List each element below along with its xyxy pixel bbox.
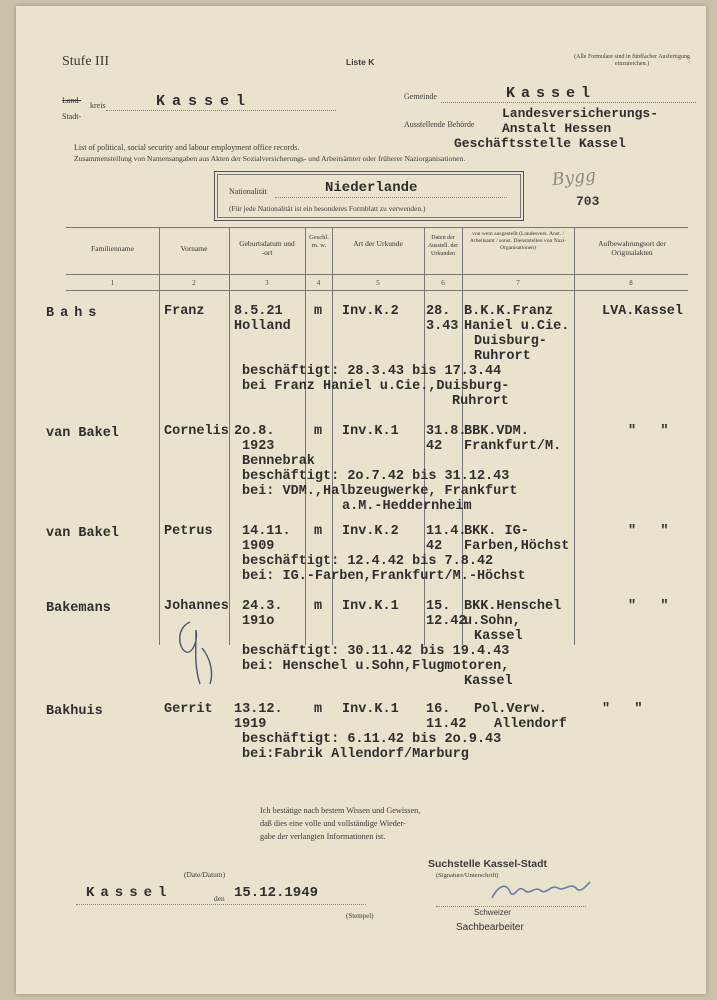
column-number-8: 8 [629, 279, 633, 287]
row1-issuer-4: Ruhrort [474, 349, 531, 364]
row5-doc: Inv.K.1 [342, 702, 399, 717]
row3-date-2: 42 [426, 539, 443, 554]
row1-date-1: 28. [426, 304, 451, 319]
row2-issuer-1: BBK.VDM. [464, 424, 529, 439]
row1-employment-1: beschäftigt: 28.3.43 bis 17.3.44 [242, 364, 502, 379]
row4-birth-2: 191o [242, 614, 275, 629]
date-label: (Date/Datum) [184, 870, 226, 879]
row1-surname: Bahs [46, 306, 103, 321]
row2-employment-1: beschäftigt: 2o.7.42 bis 31.12.43 [242, 469, 510, 484]
col-divider-1 [159, 227, 160, 645]
place-value: Kassel [86, 885, 173, 901]
row2-birth-2: 1923 [242, 439, 275, 454]
handwritten-signature-icon [486, 874, 596, 908]
row3-surname: van Bakel [46, 526, 119, 541]
gemeinde-label: Gemeinde [404, 92, 437, 101]
row5-employment-2: bei:Fabrik Allendorf/Marburg [242, 747, 469, 762]
row2-firstname: Cornelis [164, 424, 229, 439]
column-number-1: 1 [110, 279, 115, 287]
row4-issuer-3: Kassel [474, 629, 523, 644]
row5-firstname: Gerrit [164, 702, 213, 717]
row5-sex: m [314, 702, 323, 717]
row4-birth-1: 24.3. [242, 599, 283, 614]
land-label: Land- [62, 96, 82, 105]
behoerde-value-2: Anstalt Hessen [502, 121, 612, 136]
row1-issuer-3: Duisburg- [474, 334, 547, 349]
row4-issuer-2: u.Sohn, [464, 614, 521, 629]
row4-storage: " " [628, 599, 669, 614]
column-header-geschlecht: Geschl. m. w. [309, 234, 329, 249]
english-title: List of political, social security and labour employment office records. [74, 143, 300, 152]
row2-issuer-2: Frankfurt/M. [464, 439, 562, 454]
row3-sex: m [314, 524, 323, 539]
row1-issuer-1: B.K.K.Franz [464, 304, 554, 319]
nationality-note: (Für jede Nationalität ist ein besonderes Formblatt zu verwenden.) [229, 204, 426, 213]
row2-employment-2: bei: VDM.,Halbzeugwerke, Frankfurt [242, 484, 518, 499]
row5-birth-2: 1919 [234, 717, 267, 732]
row5-birth-1: 13.12. [234, 702, 283, 717]
row2-sex: m [314, 424, 323, 439]
behoerde-label: Ausstellende Behörde [404, 120, 475, 129]
row4-firstname: Johannes [164, 599, 229, 614]
row1-doc: Inv.K.2 [342, 304, 399, 319]
row5-employment-1: beschäftigt: 6.11.42 bis 2o.9.43 [242, 732, 502, 747]
row3-employment-2: bei: IG.-Farben,Frankfurt/M.-Höchst [242, 569, 526, 584]
certification-line-2: daß dies eine volle und vollständige Wieder- [260, 819, 406, 828]
behoerde-value-3: Geschäftsstelle Kassel [454, 136, 626, 151]
row2-employment-3: a.M.-Heddernheim [342, 499, 472, 514]
pencil-mark: Bygg [551, 165, 597, 191]
row2-storage: " " [628, 424, 669, 439]
column-number-4: 4 [316, 279, 321, 287]
column-number-5: 5 [376, 279, 380, 287]
row5-date-1: 16. [426, 702, 451, 717]
column-header-geburtsdatum: Geburtsdatum und -ort [239, 239, 295, 257]
row4-date-2: 12.42 [426, 614, 467, 629]
row4-employment-1: beschäftigt: 30.11.42 bis 19.4.43 [242, 644, 510, 659]
row1-birth-1: 8.5.21 [234, 304, 283, 319]
signature-label: (Signature/Unterschrift) [436, 872, 499, 879]
row5-storage: " " [602, 702, 643, 717]
col-divider-2 [229, 227, 230, 645]
nationality-box [214, 171, 524, 221]
gemeinde-value: Kassel [506, 85, 597, 102]
row4-doc: Inv.K.1 [342, 599, 399, 614]
row1-issuer-2: Haniel u.Cie. [464, 319, 570, 334]
column-header-familienname: Familienname [91, 244, 134, 253]
column-number-7: 7 [516, 279, 520, 287]
german-title: Zusammenstellung von Namensangaben aus Akten der Sozialversicherungs- und Arbeitsämter oder früherer Naziorganisationen. [74, 154, 466, 163]
column-header-daten: Daten der Ausstell. der Urkunden [427, 235, 459, 257]
stufe-label: Stufe III [62, 54, 110, 69]
col-divider-7 [574, 227, 575, 645]
pen-flourish-icon [166, 618, 236, 690]
signature-name: Schweizer [474, 908, 511, 917]
nationality-dotted-line [275, 197, 507, 198]
row5-issuer-2: Allendorf [494, 717, 567, 732]
column-number-2: 2 [192, 279, 196, 287]
row4-sex: m [314, 599, 323, 614]
nationality-value: Niederlande [325, 180, 418, 196]
row3-birth-1: 14.11. [242, 524, 291, 539]
row1-date-2: 3.43 [426, 319, 459, 334]
column-header-aussteller: von wem ausgestellt (Landesvers. Anst. / Arbeitsamt / sonst. Dienststellen von Nazi-Organisationen) [469, 231, 567, 251]
row2-doc: Inv.K.1 [342, 424, 399, 439]
role-label: Sachbearbeiter [456, 922, 524, 933]
row1-employment-2: bei Franz Haniel u.Cie.,Duisburg- [242, 379, 510, 394]
kreis-dotted-line [106, 110, 336, 111]
row3-firstname: Petrus [164, 524, 213, 539]
certification-line-1: Ich bestätige nach bestem Wissen und Gewissen, [260, 806, 421, 815]
den-label: den [214, 894, 225, 903]
submission-note: (Alle Formulare sind in fünffacher Ausfertigung einzureichen.) [574, 54, 690, 67]
row5-date-2: 11.42 [426, 717, 467, 732]
row4-employment-2: bei: Henschel u.Sohn,Flugmotoren, [242, 659, 510, 674]
row2-surname: van Bakel [46, 426, 119, 441]
row4-date-1: 15. [426, 599, 451, 614]
row3-issuer-2: Farben,Höchst [464, 539, 570, 554]
stadt-label: Stadt- [62, 112, 82, 121]
document-sheet [16, 6, 706, 994]
row2-date-1: 31.8. [426, 424, 467, 439]
column-number-3: 3 [265, 279, 269, 287]
kreis-label: kreis [90, 101, 106, 110]
stamp-line: Suchstelle Kassel-Stadt [428, 858, 548, 870]
row1-firstname: Franz [164, 304, 205, 319]
column-header-urkunde: Art der Urkunde [353, 239, 403, 248]
row4-surname: Bakemans [46, 601, 111, 616]
row1-employment-3: Ruhrort [452, 394, 509, 409]
liste-label: Liste K [346, 57, 375, 67]
gemeinde-dotted-line [441, 102, 696, 103]
behoerde-value-1: Landesversicherungs- [502, 106, 659, 121]
column-header-aufbewahrung: Aufbewahrungsort der Originalakten [598, 239, 666, 257]
row3-storage: " " [628, 524, 669, 539]
row3-doc: Inv.K.2 [342, 524, 399, 539]
row3-issuer-1: BKK. IG- [464, 524, 529, 539]
row4-issuer-1: BKK.Henschel [464, 599, 562, 614]
column-header-vorname: Vorname [180, 244, 208, 253]
row5-surname: Bakhuis [46, 704, 103, 719]
row1-storage: LVA.Kassel [602, 304, 684, 319]
document-number: 703 [576, 194, 600, 209]
row3-birth-2: 1909 [242, 539, 275, 554]
row1-birth-2: Holland [234, 319, 291, 334]
row2-birth-3: Bennebrak [242, 454, 315, 469]
row5-issuer-1: Pol.Verw. [474, 702, 547, 717]
kreis-value: Kassel [156, 93, 253, 110]
row3-date-1: 11.4. [426, 524, 467, 539]
row2-birth-1: 2o.8. [234, 424, 275, 439]
certification-line-3: gabe der verlangten Informationen ist. [260, 832, 386, 841]
signature-dotted-line [436, 906, 586, 907]
nationality-label: Nationalität [229, 187, 267, 196]
date-value: 15.12.1949 [234, 885, 319, 901]
stempel-label: (Stempel) [346, 912, 374, 920]
row1-sex: m [314, 304, 323, 319]
row4-employment-3: Kassel [464, 674, 513, 689]
row2-date-2: 42 [426, 439, 443, 454]
date-dotted-line [76, 904, 366, 905]
column-number-6: 6 [441, 279, 445, 287]
row3-employment-1: beschäftigt: 12.4.42 bis 7.8.42 [242, 554, 494, 569]
